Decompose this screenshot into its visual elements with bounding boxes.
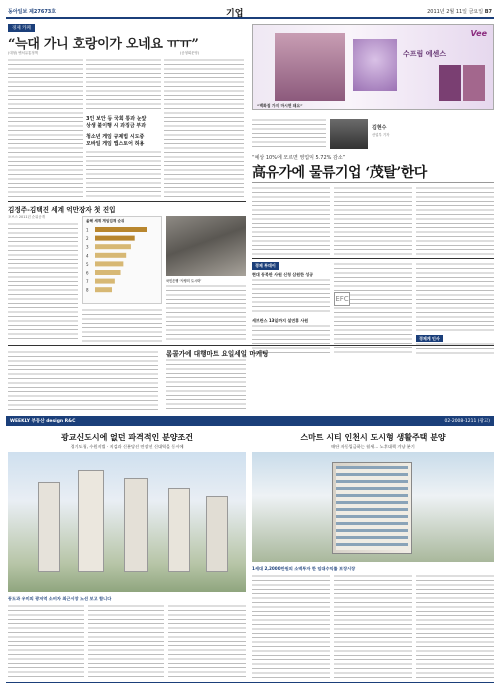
chart-category-label: 4 — [86, 253, 89, 259]
column-body-text-3 — [86, 150, 161, 198]
footer-line — [6, 682, 494, 683]
column-label: 경제 카페 — [8, 24, 35, 32]
chart-story-text-2 — [82, 308, 162, 342]
chart-bar — [95, 279, 115, 284]
company-logo: EFC — [334, 292, 350, 306]
column-body-text-4 — [164, 58, 244, 198]
ad-model-image — [275, 33, 345, 101]
chart-bar — [95, 287, 112, 292]
bottom-section-bar — [6, 416, 494, 426]
column-byline-right: (공청회운영) — [180, 51, 200, 55]
chart-bar — [95, 253, 126, 258]
chart-panel — [82, 216, 162, 304]
oil-text-1 — [252, 186, 330, 256]
author-photo — [330, 119, 368, 149]
chart-category-label: 1 — [86, 227, 89, 233]
ad-model-2-image — [439, 65, 461, 101]
bottom-left-text-1 — [8, 604, 84, 680]
oil-text-3 — [416, 186, 494, 256]
divider — [8, 345, 494, 346]
chart-bar — [95, 236, 135, 241]
notice-text — [416, 342, 494, 354]
apartment-rendering-left — [8, 452, 246, 592]
page-date: 2011년 2월 11일 금요일 B7 — [427, 9, 492, 15]
bottom-right-sub: 매단 자동입금하는 월세… 노후대책 겨냥 분기 — [331, 444, 415, 449]
photo-story-headline: 롬콜가에 대행마트 요일세일 마케팅 — [166, 350, 269, 358]
chart-bar — [95, 270, 121, 275]
bottom-right-headline: 스마트 시티 인천시 도시형 생활주택 분양 — [300, 432, 446, 442]
column-headline: “늑대 가니 호랑이가 오네요 ㅠㅠ” — [8, 37, 199, 52]
bottom-section-left: WEEKLY 부동산 design R&C — [10, 419, 76, 424]
chart-bar — [95, 227, 147, 232]
middle-text-left — [8, 350, 158, 410]
award-photo — [166, 216, 246, 276]
ad-brand: Vee — [470, 29, 487, 38]
bottom-left-text-2 — [88, 604, 164, 680]
chart-category-label: 5 — [86, 261, 89, 267]
photo-caption-head: 국민은행 ‘사랑의 도시락’ — [166, 279, 202, 283]
column-body-text-1 — [8, 58, 83, 198]
divider — [8, 201, 246, 202]
author-role: 산업부 기자 — [372, 133, 390, 137]
oil-story-headline: 高유가에 물류기업 ‘茂탈’한다 — [252, 165, 427, 181]
chart-category-label: 8 — [86, 287, 89, 293]
news-text-mid — [334, 262, 412, 354]
ad-model-3-image — [463, 65, 485, 101]
photo-story-text — [166, 358, 246, 410]
ad-product-image — [353, 39, 397, 91]
chart-story-subtitle: 포브스 2011년 순위공개 — [8, 215, 45, 219]
ad-title: 수프림 에센스 — [403, 50, 447, 58]
news-item-1-title[interactable]: 현대 동북판 사원 신청 삼원한 성공 — [252, 272, 314, 277]
bottom-left-sub: 경기도청, 수원지법 · 지검과 신분당선 연장선 신대역을 동시에 — [70, 444, 184, 449]
paper-name: 동아일보 제27673호 — [8, 9, 57, 15]
oil-text-2 — [334, 186, 412, 256]
section-title: 기업 — [226, 9, 244, 19]
column-pullquote-1: 3인 보안 등 국회 통과 눈앞 상생 불이행 시 과징금 부과 — [86, 116, 147, 129]
photo-caption-text — [166, 284, 246, 342]
masthead-bar — [6, 5, 494, 19]
bottom-left-text-3 — [168, 604, 246, 680]
column-pullquote-2: 청소년 게임 규제법 시도중 모바일 게임 앱스토어 허용 — [86, 134, 145, 147]
bar-chart — [85, 225, 161, 299]
chart-label: 올해 세계 게임업계 순위 — [86, 219, 125, 223]
chart-story-title: 김정주-김택진 세계 억만장자 첫 진입 — [8, 206, 116, 214]
chart-category-label: 2 — [86, 236, 89, 242]
ad-cosmetics[interactable] — [252, 24, 494, 110]
news-item-2-title[interactable]: 세브란스 13일까지 설연휴 사원 — [252, 318, 309, 323]
divider — [252, 258, 494, 259]
divider — [252, 182, 494, 183]
bottom-left-caption: 동도과 우미의 광저역 소비자 최근시장 노선 보고 합니다 — [8, 596, 112, 601]
oil-story-sub: “예상 10%에 모르면 영업익 5.72% 감소” — [252, 155, 346, 161]
chart-bar — [95, 244, 131, 249]
chart-bar — [95, 261, 123, 266]
news-box-label: 경제 투데이 — [252, 262, 279, 270]
chart-category-label: 3 — [86, 244, 89, 250]
chart-story-text-1 — [8, 222, 78, 342]
column-body-text-2 — [86, 58, 161, 112]
news-text-right — [416, 262, 494, 332]
chart-category-label: 7 — [86, 279, 89, 285]
bottom-section-right: 02-2008-1211 (광고) — [444, 419, 490, 424]
ad-tagline: “백화점 가지 마시면 돼요” — [257, 103, 303, 108]
bottom-right-text-2 — [334, 574, 412, 680]
bottom-right-text-3 — [416, 574, 494, 680]
news-item-1-text — [252, 278, 330, 314]
author-name: 김현수 — [372, 125, 387, 131]
bottom-right-caption: 1세대 2,2000만원의 소액투자 한 임대수익률 보장시장 — [252, 566, 356, 571]
column-byline-left: (대형) 벤처유통정책 — [8, 51, 38, 55]
notice-label: 경제게 인사 — [416, 335, 443, 343]
bottom-right-text-1 — [252, 574, 330, 680]
oil-intro-text — [252, 118, 326, 148]
chart-category-label: 6 — [86, 270, 89, 276]
apartment-rendering-right — [252, 452, 494, 562]
bottom-left-headline: 광교신도시에 없던 파격적인 분양조건 — [60, 432, 193, 442]
